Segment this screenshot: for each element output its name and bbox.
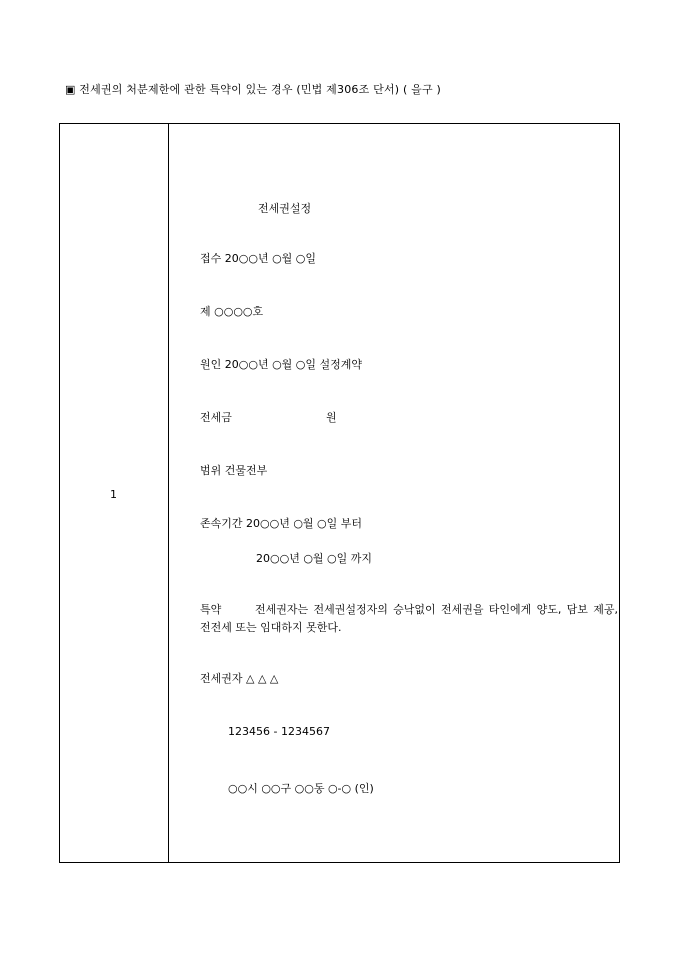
special-terms-text: 전세권자는 전세권설정자의 승낙없이 전세권을 타인에게 양도, 담보 제공, 전전세 또는 임대하지 못한다. [200, 603, 618, 634]
scope-line: 범위 건물전부 [200, 464, 268, 477]
period-to-line: 20○○년 ○월 ○일 까지 [256, 552, 373, 565]
deposit-label: 전세금 [200, 411, 232, 424]
holder-address: ○○시 ○○구 ○○동 ○-○ (인) [228, 782, 374, 795]
holder-id-number: 123456 - 1234567 [228, 725, 330, 738]
special-terms-label: 특약 [200, 603, 222, 616]
cause-line: 원인 20○○년 ○월 ○일 설정계약 [200, 358, 363, 371]
number-line: 제 ○○○○호 [200, 305, 264, 318]
period-from-line: 존속기간 20○○년 ○월 ○일 부터 [200, 517, 363, 530]
holder-line: 전세권자 △ △ △ [200, 672, 279, 685]
registry-table [59, 123, 620, 863]
receipt-line: 접수 20○○년 ○월 ○일 [200, 252, 317, 265]
column-divider [168, 124, 169, 862]
deposit-unit: 원 [326, 411, 337, 424]
section-heading: ▣ 전세권의 처분제한에 관한 특약이 있는 경우 (민법 제306조 단서) ( 을구 ) [65, 83, 441, 96]
row-number: 1 [110, 488, 117, 501]
entry-title: 전세권설정 [258, 202, 312, 215]
special-terms [200, 601, 618, 637]
